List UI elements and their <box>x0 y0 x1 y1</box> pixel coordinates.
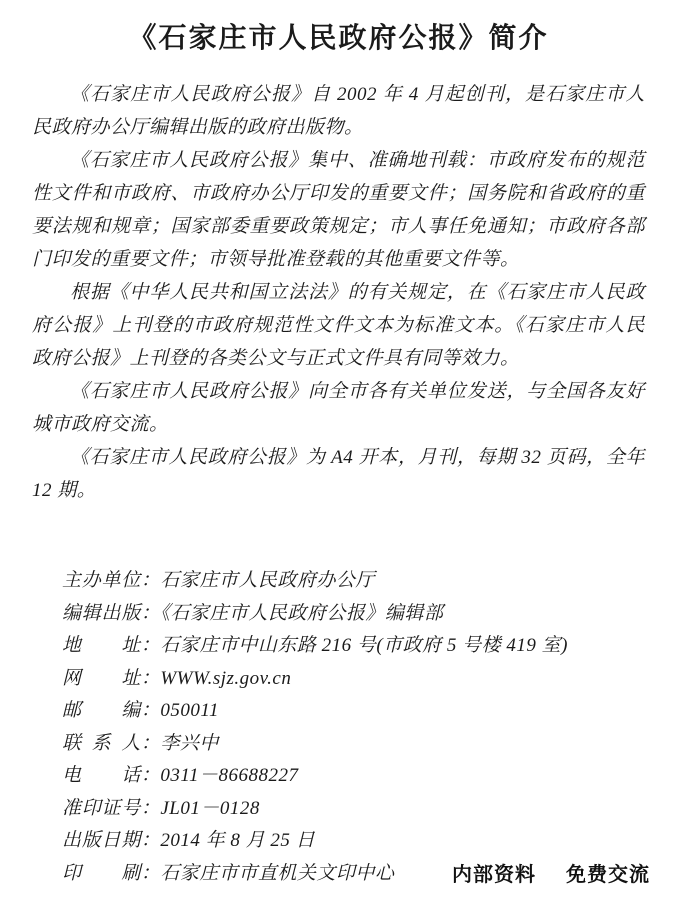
info-row-contact-person <box>62 728 645 761</box>
colon-separator: ： <box>140 602 161 624</box>
info-label: 地址 <box>62 635 141 656</box>
info-label: 主办单位 <box>62 570 141 591</box>
paragraph-distribution: 《石家庄市人民政府公报》向全市各有关单位发送，与全国各友好城市政府交流。 <box>32 381 645 435</box>
colon-separator: ： <box>140 862 161 884</box>
info-label: 网址 <box>62 667 141 689</box>
info-label: 邮编 <box>62 700 141 721</box>
info-value: 李兴中 <box>160 732 219 754</box>
paragraph-founding: 《石家庄市人民政府公报》自 2002 年 4 月起创刊，是石家庄市人民政府办公厅编辑出版的政府出版物。 <box>32 84 645 138</box>
info-value: WWW.sjz.gov.cn <box>160 667 292 689</box>
page-title: 《石家庄市人民政府公报》简介 <box>128 23 549 54</box>
colon-separator: ： <box>140 797 161 819</box>
paragraph-contents: 《石家庄市人民政府公报》集中、准确地刊载：市政府发布的规范性文件和市政府、市政府办公厅印发的重要文件；国务院和省政府的重要法规和规章；国家部委重要政策规定；市人事任免通知；市政府各部门印发的重要文件；市领导批准登载的其他重要文件等。 <box>32 150 645 270</box>
info-row-print-license <box>62 793 645 826</box>
info-label: 电话 <box>62 765 141 786</box>
colon-separator: ： <box>140 830 161 851</box>
colon-separator: ： <box>140 700 161 721</box>
info-value: 石家庄市市直机关文印中心 <box>160 862 395 884</box>
footer-notice <box>452 858 650 887</box>
info-row-host-unit <box>62 565 645 598</box>
info-row-phone <box>62 760 645 793</box>
paragraph-legal-status: 根据《中华人民共和国立法法》的有关规定，在《石家庄市人民政府公报》上刊登的市政府规范性文件文本为标准文本。《石家庄市人民政府公报》上刊登的各类公文与正式文件具有同等效力。 <box>32 282 645 369</box>
info-value: JL01－0128 <box>160 797 260 819</box>
info-value: 050011 <box>160 700 219 721</box>
info-row-editor-publisher <box>62 598 645 631</box>
info-value: 0311－86688227 <box>160 765 299 786</box>
internal-material-label: 内部资料 <box>452 864 536 886</box>
publication-info-list <box>62 565 645 890</box>
paragraph-format: 《石家庄市人民政府公报》为 A4 开本，月刊，每期 32 页码，全年 12 期。 <box>32 447 645 501</box>
intro-paragraphs <box>32 78 645 507</box>
info-row-website <box>62 663 645 696</box>
info-value: 2014 年 8 月 25 日 <box>160 830 316 851</box>
info-label: 联系人 <box>62 732 141 754</box>
info-value: 《石家庄市人民政府公报》编辑部 <box>160 602 444 624</box>
info-label: 编辑出版 <box>62 602 141 624</box>
info-label: 印刷 <box>62 862 141 884</box>
info-value: 石家庄市中山东路 216 号(市政府 5 号楼 419 室) <box>160 635 569 656</box>
colon-separator: ： <box>140 635 161 656</box>
info-label: 出版日期 <box>62 830 141 851</box>
colon-separator: ： <box>140 732 161 754</box>
info-row-postal-code <box>62 695 645 728</box>
info-row-address <box>62 630 645 663</box>
info-value: 石家庄市人民政府办公厅 <box>160 570 375 591</box>
info-row-publish-date <box>62 825 645 858</box>
colon-separator: ： <box>140 765 161 786</box>
free-exchange-label: 免费交流 <box>566 864 650 886</box>
info-label: 准印证号 <box>62 797 141 819</box>
colon-separator: ： <box>140 570 161 591</box>
colon-separator: ： <box>140 667 161 689</box>
